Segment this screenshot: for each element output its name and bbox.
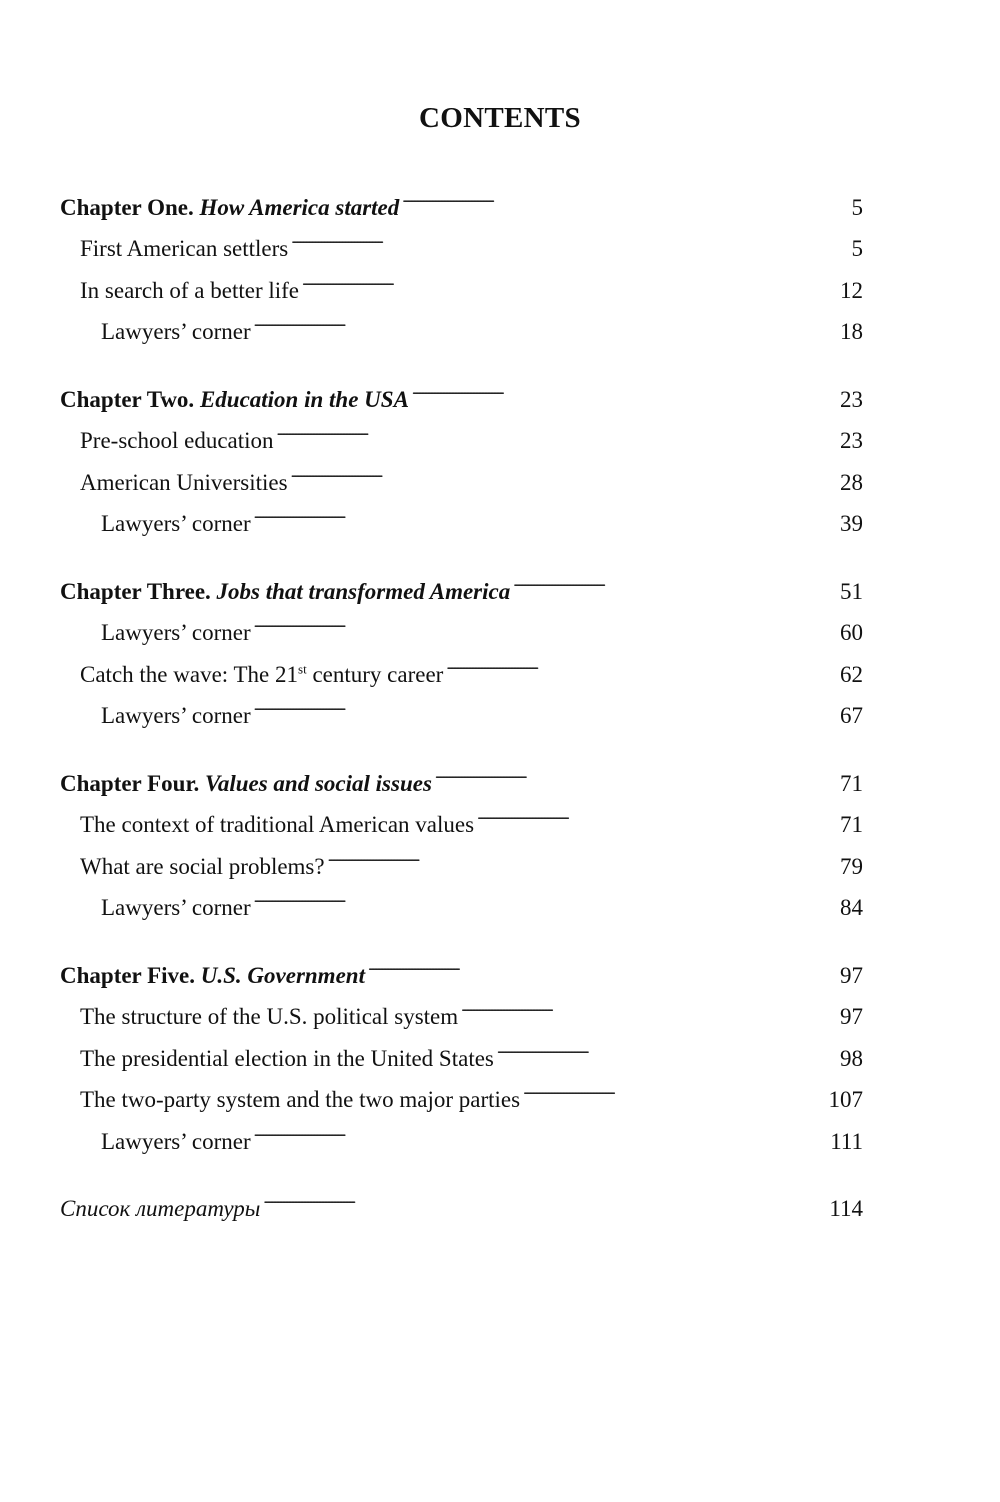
dot-leader: [291, 215, 848, 257]
toc-bibliography-entry[interactable]: [60, 1175, 863, 1221]
page-number: 62: [840, 661, 863, 687]
toc-entry-label: [60, 955, 365, 997]
toc-entry-label: [101, 311, 251, 353]
page-number: 23: [840, 428, 863, 453]
dot-leader: [254, 490, 837, 532]
page-number: 23: [840, 386, 863, 412]
dot-leader: [254, 1107, 828, 1149]
chapter-number: Chapter Four.: [60, 770, 206, 796]
section-title: Список литературы: [60, 1196, 261, 1221]
page-number: 71: [840, 770, 863, 796]
dot-leader: [412, 365, 837, 407]
chapter-number: Chapter Two.: [60, 386, 200, 412]
section-title: The context of traditional American values: [80, 812, 475, 837]
dot-leader: [277, 407, 837, 449]
toc-chapter-entry[interactable]: [60, 173, 863, 220]
dot-leader: [446, 640, 837, 682]
toc-entry-label: [60, 763, 432, 805]
dot-leader: [477, 791, 837, 833]
dot-leader: [461, 983, 837, 1025]
toc-entry-label: [80, 228, 288, 270]
section-title: Pre-school education: [80, 428, 274, 453]
toc-entry-label: [101, 695, 251, 737]
page-number: 84: [840, 895, 863, 920]
page-number: 51: [840, 578, 863, 604]
page-number: 114: [829, 1196, 863, 1221]
chapter-title: Education in the USA: [199, 386, 409, 412]
chapter-title: Values and social issues: [205, 770, 432, 796]
dot-leader: [254, 599, 837, 641]
page-number: 97: [840, 962, 863, 988]
section-title: Lawyers’ corner: [101, 1128, 251, 1154]
page-number: 5: [851, 236, 863, 261]
page-number: 67: [840, 703, 863, 728]
section-title: Lawyers’ corner: [101, 511, 251, 536]
section-title-continued: century career: [306, 661, 444, 687]
dot-leader: [302, 256, 837, 298]
page-number: 107: [828, 1087, 863, 1112]
toc-entry-label: [60, 1188, 260, 1230]
dot-leader: [254, 874, 837, 916]
section-title: First American settlers: [80, 236, 289, 261]
section-title: Lawyers’ corner: [101, 895, 251, 920]
section-title: Catch the wave: The 21: [80, 661, 299, 687]
toc-chapter-entry[interactable]: [60, 557, 863, 604]
chapter-title: How America started: [199, 194, 400, 220]
section-title: Lawyers’ corner: [101, 703, 251, 728]
page-title: CONTENTS: [419, 102, 581, 134]
page-number: 79: [840, 853, 863, 879]
dot-leader: [254, 682, 837, 724]
section-title: What are social problems?: [80, 853, 325, 879]
table-of-contents: [60, 173, 863, 1221]
page-number: 12: [840, 277, 863, 303]
dot-leader: [254, 298, 837, 340]
chapter-number: Chapter One.: [60, 194, 200, 220]
dot-leader: [402, 173, 848, 215]
section-title: American Universities: [80, 469, 288, 495]
chapter-number: Chapter Three.: [60, 578, 217, 604]
dot-leader: [328, 832, 837, 874]
toc-entry-label: [80, 996, 458, 1038]
page-number: 18: [840, 319, 863, 344]
page-number: 97: [840, 1004, 863, 1029]
toc-chapter-entry[interactable]: [60, 749, 863, 796]
dot-leader: [523, 1066, 825, 1108]
chapter-title: Jobs that transformed America: [216, 578, 511, 604]
dot-leader: [263, 1175, 826, 1217]
toc-entry-label: [101, 1121, 251, 1163]
chapter-title: U.S. Government: [200, 962, 365, 988]
page-number: 60: [840, 620, 863, 645]
section-title: The two-party system and the two major parties: [80, 1087, 521, 1112]
toc-entry-label: [80, 420, 274, 462]
dot-leader: [368, 941, 837, 983]
toc-chapter-entry[interactable]: [60, 365, 863, 412]
page-number: 28: [840, 469, 863, 495]
page-number: 39: [840, 511, 863, 536]
dot-leader: [435, 749, 837, 791]
toc-entry-label: [80, 1038, 494, 1080]
dot-leader: [513, 557, 837, 599]
section-title: The structure of the U.S. political system: [80, 1004, 459, 1029]
section-title: Lawyers’ corner: [101, 620, 251, 645]
page-number: 111: [830, 1128, 863, 1154]
page-number: 5: [851, 194, 863, 220]
page-number: 98: [840, 1045, 863, 1071]
toc-entry-label: [101, 612, 251, 654]
section-title: Lawyers’ corner: [101, 319, 251, 344]
section-title: In search of a better life: [80, 277, 300, 303]
dot-leader: [497, 1024, 837, 1066]
ordinal-suffix: st: [298, 660, 307, 676]
chapter-number: Chapter Five.: [60, 962, 201, 988]
toc-entry-label: [101, 503, 251, 545]
toc-entry-label: [101, 887, 251, 929]
page-number: 71: [840, 812, 863, 837]
section-title: The presidential election in the United States: [80, 1045, 494, 1071]
dot-leader: [291, 448, 837, 490]
toc-chapter-entry[interactable]: [60, 941, 863, 988]
